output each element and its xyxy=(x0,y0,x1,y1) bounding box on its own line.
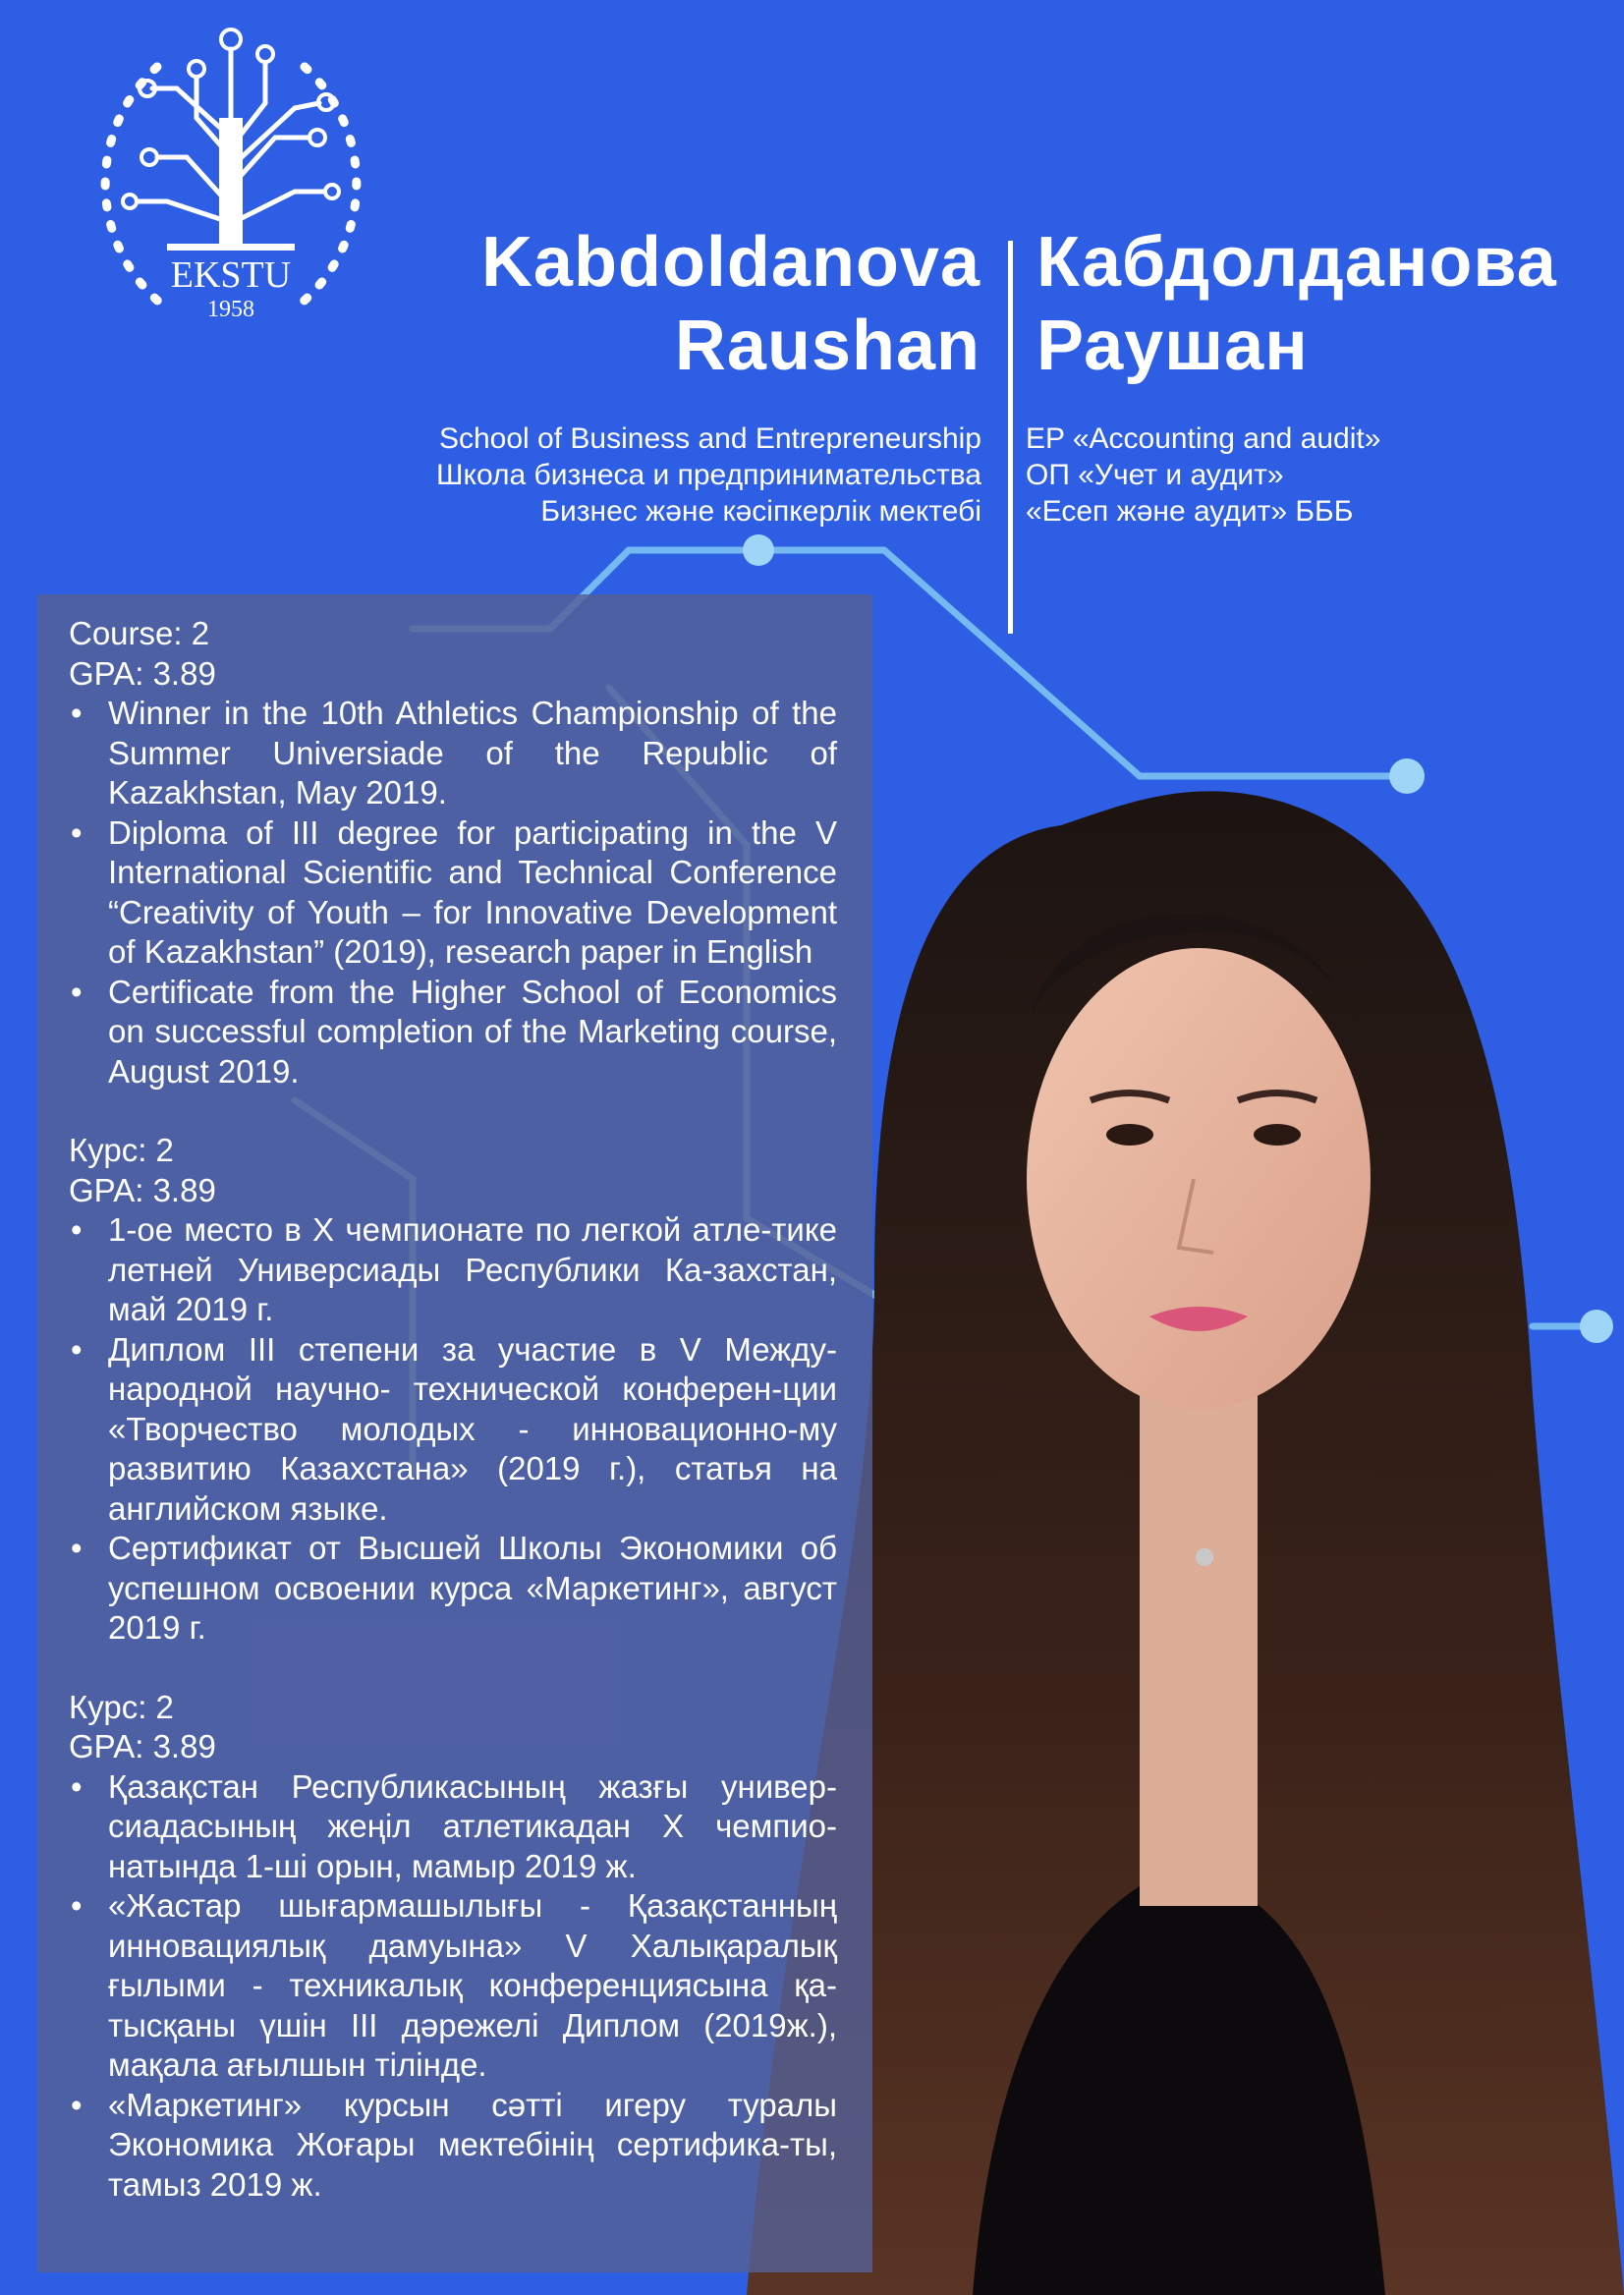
list-item: • Diploma of III degree for participating in the V International Scientific and Technical Conference “Creativity of Youth – for Innovative Development of Kazakhstan” (2019), research paper in English xyxy=(69,813,837,973)
school-line-en: School of Business and Entrepreneurship xyxy=(438,422,981,455)
school-names xyxy=(436,420,981,530)
surname-english: Kabdoldanova xyxy=(480,223,980,302)
name-english xyxy=(481,221,980,388)
program-line-en: EP «Accounting and audit» xyxy=(1026,422,1381,455)
logo-year: 1958 xyxy=(207,297,254,322)
russian-block xyxy=(69,1131,837,1649)
list-item: • Certificate from the Higher School of Economics on successful completion of the Marketing course, August 2019. xyxy=(69,973,837,1092)
gpa-ru: GPA: 3.89 xyxy=(69,1171,216,1208)
school-line-ru: Школа бизнеса и предпринимательства xyxy=(436,459,981,491)
name-russian xyxy=(1036,221,1557,388)
list-item: • «Маркетинг» курсын сәтті игеру туралы Экономика Жоғары мектебінің сертифика-ты, тамыз 2019 ж. xyxy=(69,2086,837,2206)
list-item: • 1-ое место в X чемпионате по легкой атле-тике летней Универсиады Республики Ка-захстан, май 2019 г. xyxy=(69,1210,837,1330)
course-en: Course: 2 xyxy=(69,615,210,651)
course-kz: Курс: 2 xyxy=(69,1688,174,1725)
school-line-kz: Бизнес және кәсіпкерлік мектебі xyxy=(540,495,981,528)
first-name-english: Raushan xyxy=(674,307,980,385)
list-item: • Қазақстан Республикасының жазғы универ-сиадасының жеңіл атлетикадан X чемпио-натында 1-ші орын, мамыр 2019 ж. xyxy=(69,1767,837,1887)
gpa-kz: GPA: 3.89 xyxy=(69,1728,216,1764)
program-line-ru: ОП «Учет и аудит» xyxy=(1026,459,1284,491)
program-names xyxy=(1026,420,1380,530)
gpa-en: GPA: 3.89 xyxy=(69,654,216,692)
list-item: • Сертификат от Высшей Школы Экономики об успешном освоении курса «Маркетинг», август 2019 г. xyxy=(69,1529,837,1649)
program-line-kz: «Есеп және аудит» БББ xyxy=(1026,495,1354,528)
university-logo xyxy=(39,10,422,334)
list-item: • «Жастар шығармашылығы - Қазақстанның инновациялық дамуына» V Халықаралық ғылыми - техникалық конференциясына қа-тысқаны үшін III дәрежелі Диплом (2019ж.), мақала ағылшын тілінде. xyxy=(69,1886,837,2086)
achievements-kz xyxy=(69,1767,837,2206)
info-panel xyxy=(37,594,872,2272)
surname-russian: Кабдолданова xyxy=(1036,223,1557,302)
list-item: • Winner in the 10th Athletics Championship of the Summer Universiade of the Republic of Kazakhstan, May 2019. xyxy=(69,694,837,813)
kazakh-block xyxy=(69,1688,837,2206)
logo-text: EKSTU xyxy=(170,254,292,296)
first-name-russian: Раушан xyxy=(1036,307,1309,385)
list-item: • Диплом III степени за участие в V Между-народной научно- технической конферен-ции «Творчество молодых - инновационно-му развитию Казахстана» (2019 г.), статья на английском языке. xyxy=(69,1330,837,1530)
achievements-en xyxy=(69,694,837,1092)
english-block xyxy=(69,614,837,1092)
vertical-divider xyxy=(1008,241,1013,634)
course-ru: Курс: 2 xyxy=(69,1132,174,1168)
achievements-ru xyxy=(69,1210,837,1649)
student-portrait xyxy=(747,766,1624,2295)
